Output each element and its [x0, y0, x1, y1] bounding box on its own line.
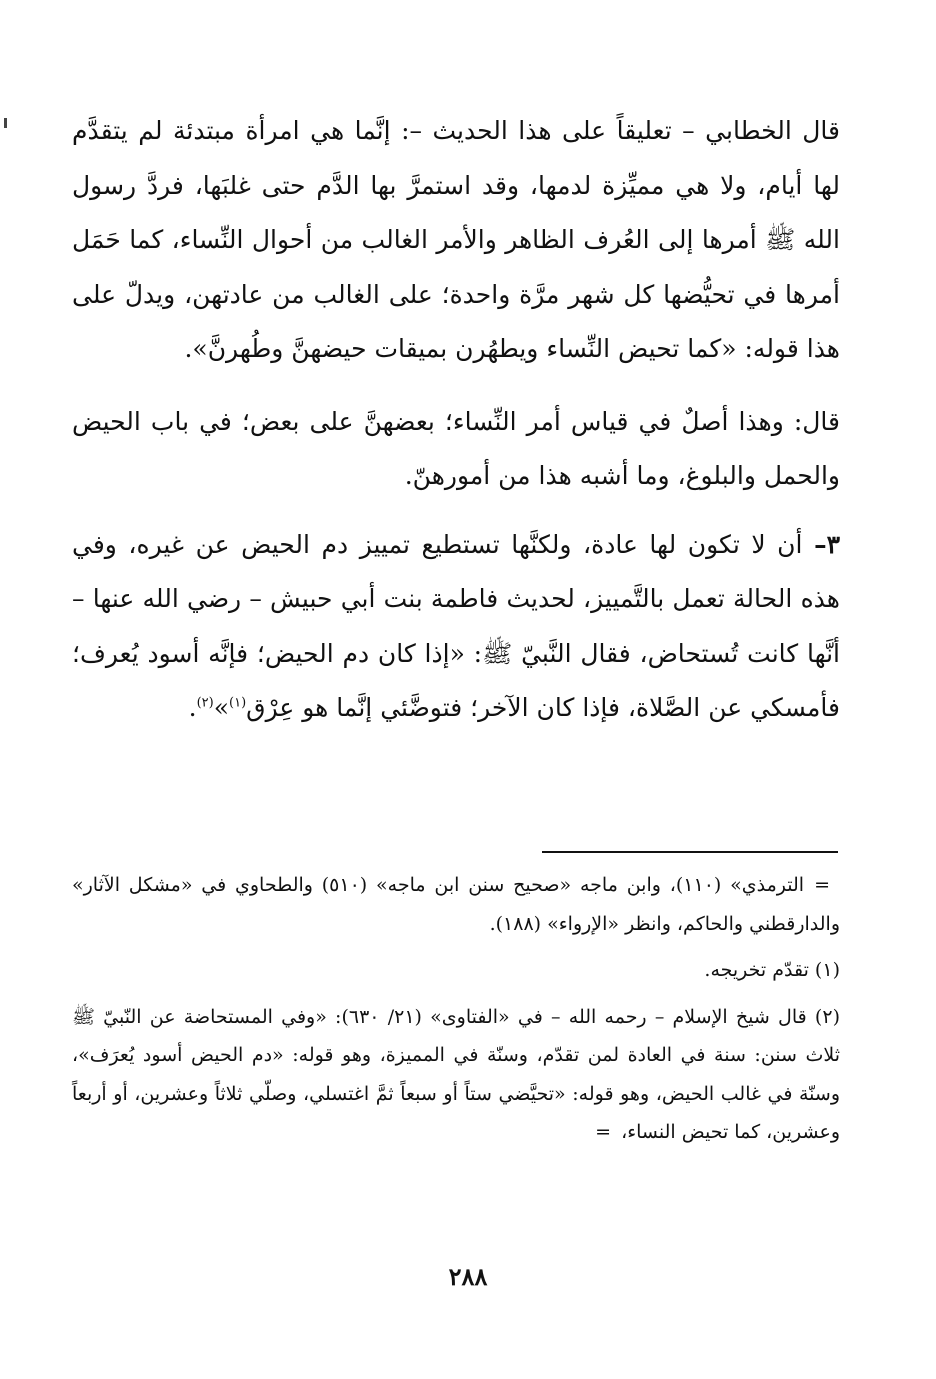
paragraph-case-three: [72, 518, 840, 736]
paragraph-text: قال الخطابي – تعليقاً على هذا الحديث –: إنَّما هي امرأة مبتدئة لم يتقدَّم لها أيام، ولا هي مميِّزة لدمها، وقد استمرَّ بها الدَّم حتى غلبَها، فردَّ رسول الله ﷺ أمرها إلى العُرف الظاهر والأمر الغالب من أحوال النِّساء، كما حَمَل أمرها في تحيُّضها كل شهر مرَّة واحدة؛ على الغالب من عادتهن، ويدلّ على هذا قوله: «كما تحيض النِّساء ويطهُرن بميقات حيضهنَّ وطُهرنَّ».: [72, 116, 840, 363]
main-text-body: [72, 104, 840, 736]
footnote-text: (١) تقدّم تخريجه.: [704, 959, 840, 981]
paragraph-text: أن لا تكون لها عادة، ولكنَّها تستطيع تمييز دم الحيض عن غيره، وفي هذه الحالة تعمل بالتَّمييز، لحديث فاطمة بنت أبي حبيش – رضي الله عنها – أنَّها كانت تُستحاض، فقال النَّبيّ ﷺ: «إذا كان دم الحيض؛ فإنَّه أسود يُعرف؛ فأمسكي عن الصَّلاة، فإذا كان الآخر؛ فتوضَّئي إنَّما هو عِرْق: [72, 529, 840, 722]
footnote-separator: [542, 851, 838, 853]
paragraph-khattabi: [72, 104, 840, 377]
footnote-text: الترمذي» (١١٠)، وابن ماجه «صحيح سنن ابن ماجه» (٥١٠) والطحاوي في «مشكل الآثار» والدارقطني والحاكم، وانظر «الإرواء» (١٨٨).: [72, 874, 840, 935]
footnote-continuation: [72, 866, 840, 943]
footnote-1: [72, 951, 840, 990]
footnotes-section: [72, 866, 840, 1152]
footnote-ref-1[interactable]: (١): [229, 695, 247, 711]
closing-quote: »: [213, 693, 230, 722]
sentence-end: .: [188, 693, 197, 722]
paragraph-qiyas: [72, 395, 840, 504]
paragraph-text: قال: وهذا أصلٌ في قياس أمر النِّساء؛ بعضهنَّ على بعض؛ في باب الحيض والحمل والبلوغ، وما أشبه هذا من أمورهنّ.: [72, 406, 840, 490]
footnote-text: (٢) قال شيخ الإسلام – رحمه الله – في «الفتاوى» (٢١/ ٦٣٠): «وفي المستحاضة عن النّبيّ ﷺ ثلاث سنن: سنة في العادة لمن تقدّم، وسنّة في المميزة، وهو قوله: «دم الحيض أسود يُعرَف»، وسنّة في غالب الحيض، وهو قوله: «تحيَّضي ستاً أو سبعاً ثمَّ اغتسلي، وصلّي ثلاثاً وعشرين، أو أربعاً وعشرين، كما تحيض النساء،: [72, 1005, 840, 1143]
item-number: ٣–: [814, 529, 840, 559]
footnote-ref-2[interactable]: (٢): [196, 695, 214, 711]
footnote-2: [72, 998, 840, 1152]
page-number: ٢٨٨: [448, 1262, 488, 1291]
continuation-mark: =: [814, 874, 831, 896]
continuation-mark: =: [595, 1121, 612, 1143]
scan-edge-mark: [4, 118, 7, 128]
